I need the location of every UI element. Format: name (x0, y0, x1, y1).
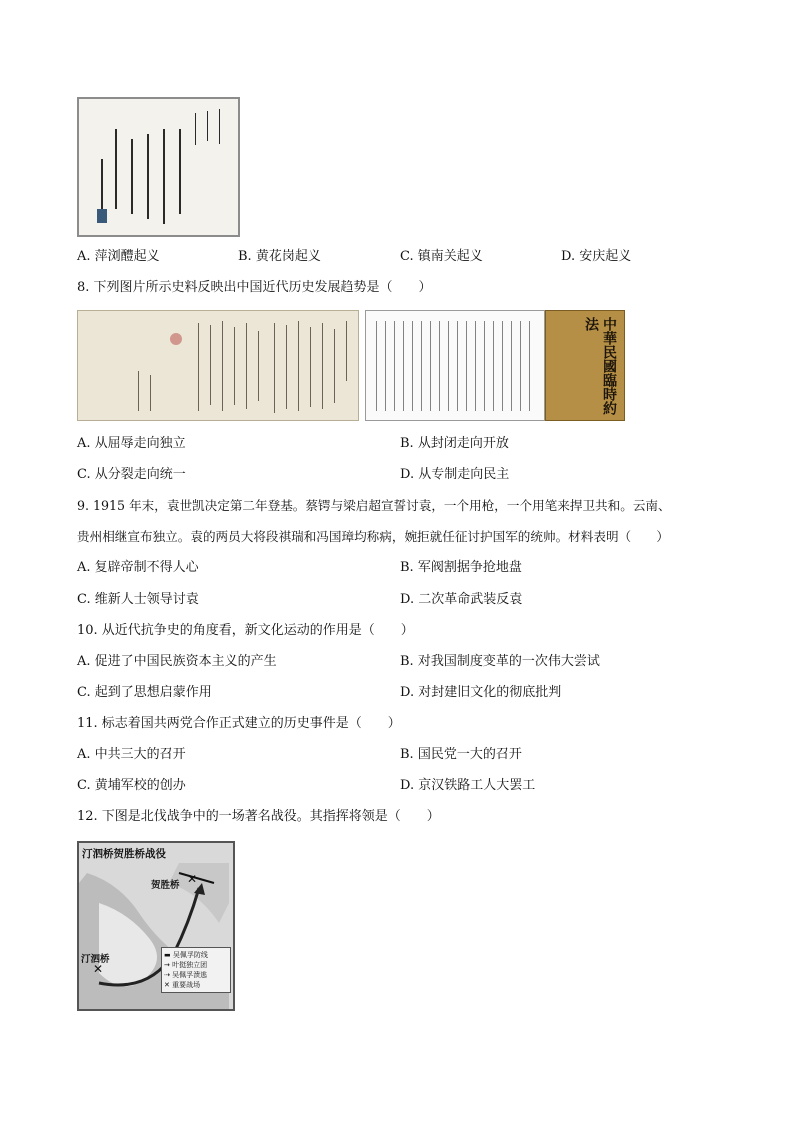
map-label-tingsi-bridge: 汀泗桥 (81, 954, 110, 965)
map-title: 汀泗桥贺胜桥战役 (82, 848, 166, 860)
historical-document-image-1 (77, 310, 359, 421)
battle-marker-icon: ✕ (93, 962, 104, 976)
q11-option-c[interactable]: C. 黄埔军校的创办 (77, 778, 186, 793)
q7-option-d[interactable]: D. 安庆起义 (561, 249, 632, 264)
q9-stem-line1: 9. 1915 年末，袁世凯决定第二年登基。蔡锷与梁启超宣誓讨袁，一个用枪，一个用笔来捍卫共和。云南、 (77, 498, 671, 513)
q12-stem: 12. 下图是北伐战争中的一场著名战役。其指挥将领是（ ） (77, 809, 440, 824)
legend-item: ⇢ 吴佩孚溃逃 (164, 971, 208, 979)
legend-item: ▬ 吴佩孚防线 (164, 951, 208, 959)
map-label-hesheng-bridge: 贺胜桥 (151, 880, 180, 891)
q8-stem: 8. 下列图片所示史料反映出中国近代历史发展趋势是（ ） (77, 280, 432, 295)
q7-option-c[interactable]: C. 镇南关起义 (400, 249, 483, 264)
q10-option-a[interactable]: A. 促进了中国民族资本主义的产生 (77, 654, 277, 669)
q10-option-c[interactable]: C. 起到了思想启蒙作用 (77, 685, 212, 700)
q9-stem-line2: 贵州相继宣布独立。袁的两员大将段祺瑞和冯国璋均称病，婉拒就任征讨护国军的统帅。材料表明（ ） (77, 529, 669, 544)
legend-item: → 叶挺独立团 (164, 961, 208, 969)
q9-option-a[interactable]: A. 复辟帝制不得人心 (77, 560, 199, 575)
q11-stem: 11. 标志着国共两党合作正式建立的历史事件是（ ） (77, 716, 401, 731)
q8-option-b[interactable]: B. 从封闭走向开放 (400, 436, 509, 451)
legend-item: ✕ 重要战场 (164, 981, 201, 989)
battle-map-image (77, 841, 235, 1011)
q8-option-c[interactable]: C. 从分裂走向统一 (77, 467, 186, 482)
provisional-constitution-cover (545, 310, 625, 421)
q9-option-b[interactable]: B. 军阀割据争抢地盘 (400, 560, 522, 575)
q7-option-a[interactable]: A. 萍浏醴起义 (77, 249, 160, 264)
red-seal (97, 209, 107, 223)
q9-option-d[interactable]: D. 二次革命武装反袁 (400, 592, 523, 607)
q7-option-b[interactable]: B. 黄花岗起义 (238, 249, 321, 264)
q10-option-b[interactable]: B. 对我国制度变革的一次伟大尝试 (400, 654, 600, 669)
map-legend (161, 947, 231, 993)
red-seal (170, 333, 182, 345)
battle-marker-icon: ✕ (187, 872, 198, 886)
q8-option-a[interactable]: A. 从屈辱走向独立 (77, 436, 186, 451)
cover-seal-text: 中華民國臨時約法 (583, 317, 617, 415)
q11-option-b[interactable]: B. 国民党一大的召开 (400, 747, 522, 762)
q11-option-d[interactable]: D. 京汉铁路工人大罢工 (400, 778, 536, 793)
q9-option-c[interactable]: C. 维新人士领导讨袁 (77, 592, 199, 607)
q10-stem: 10. 从近代抗争史的角度看，新文化运动的作用是（ ） (77, 623, 414, 638)
q11-option-a[interactable]: A. 中共三大的召开 (77, 747, 186, 762)
calligraphy-image (77, 97, 240, 237)
historical-document-image-2 (365, 310, 545, 421)
q8-option-d[interactable]: D. 从专制走向民主 (400, 467, 510, 482)
q10-option-d[interactable]: D. 对封建旧文化的彻底批判 (400, 685, 562, 700)
